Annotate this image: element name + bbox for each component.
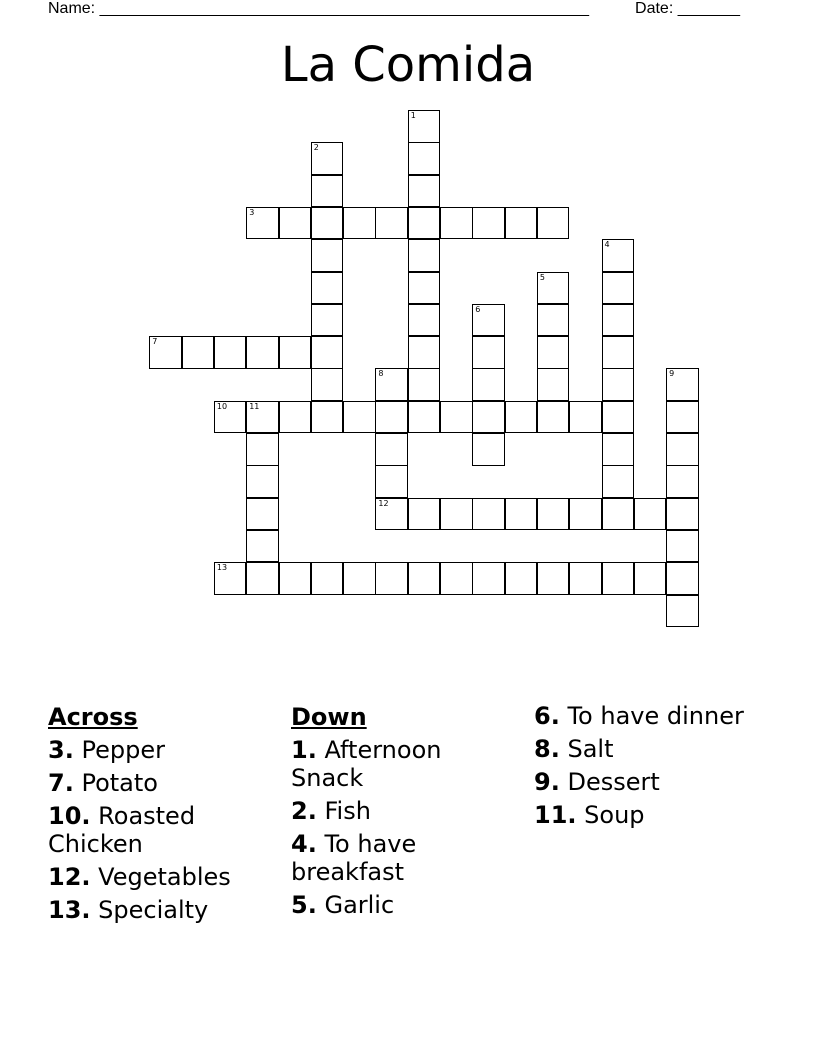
grid-cell[interactable] <box>408 562 441 595</box>
clue-text: Fish <box>324 797 371 825</box>
cell-number: 10 <box>216 401 228 411</box>
clue-text: Pepper <box>81 736 165 764</box>
clue-across-3 <box>48 736 278 764</box>
clue-down-11 <box>534 801 764 829</box>
grid-cell[interactable] <box>408 142 441 175</box>
grid-cell[interactable] <box>214 401 247 434</box>
grid-cell[interactable] <box>472 401 505 434</box>
grid-cell[interactable] <box>602 368 635 401</box>
grid-cell[interactable] <box>408 272 441 305</box>
grid-cell[interactable] <box>311 336 344 369</box>
clue-across-7 <box>48 769 278 797</box>
cell-number: 2 <box>313 143 319 153</box>
grid-cell[interactable] <box>375 562 408 595</box>
cell-number: 5 <box>539 272 545 282</box>
grid-cell[interactable] <box>569 401 602 434</box>
grid-cell[interactable] <box>408 239 441 272</box>
grid-cell[interactable] <box>246 336 279 369</box>
clue-number: 6. <box>534 702 560 730</box>
clue-down-9 <box>534 768 764 796</box>
grid-cell[interactable] <box>311 175 344 208</box>
grid-cell[interactable] <box>472 336 505 369</box>
clue-number: 4. <box>291 830 317 858</box>
grid-cell[interactable] <box>343 562 376 595</box>
clue-number: 1. <box>291 736 317 764</box>
grid-cell[interactable] <box>537 304 570 337</box>
grid-cell[interactable] <box>666 368 699 401</box>
clue-number: 13. <box>48 896 91 924</box>
grid-cell[interactable] <box>602 433 635 466</box>
grid-cell[interactable] <box>472 433 505 466</box>
clue-number: 7. <box>48 769 74 797</box>
clue-text: Vegetables <box>98 863 231 891</box>
name-field[interactable]: Name: _______________________________________________________ <box>48 0 589 17</box>
grid-cell[interactable] <box>279 207 312 240</box>
grid-cell[interactable] <box>472 562 505 595</box>
grid-cell[interactable] <box>569 562 602 595</box>
cell-number: 9 <box>669 369 675 379</box>
grid-cell[interactable] <box>246 562 279 595</box>
clue-text: Potato <box>81 769 158 797</box>
grid-cell[interactable] <box>408 336 441 369</box>
clue-across-13 <box>48 896 278 924</box>
grid-cell[interactable] <box>537 368 570 401</box>
grid-cell[interactable] <box>214 336 247 369</box>
grid-cell[interactable] <box>602 336 635 369</box>
clue-down-6 <box>534 702 764 730</box>
clue-number: 9. <box>534 768 560 796</box>
cell-number: 11 <box>249 401 260 411</box>
grid-cell[interactable] <box>279 336 312 369</box>
down-clues <box>291 702 521 924</box>
grid-cell[interactable] <box>666 401 699 434</box>
grid-cell[interactable] <box>602 498 635 531</box>
clue-text: Soup <box>584 801 645 829</box>
cell-number: 13 <box>216 563 228 573</box>
grid-cell[interactable] <box>246 530 279 563</box>
grid-cell[interactable] <box>537 498 570 531</box>
grid-cell[interactable] <box>537 401 570 434</box>
clue-number: 5. <box>291 891 317 919</box>
grid-cell[interactable] <box>408 207 441 240</box>
grid-cell[interactable] <box>472 368 505 401</box>
down-clues-continued <box>534 702 764 834</box>
grid-cell[interactable] <box>602 304 635 337</box>
grid-cell[interactable] <box>472 304 505 337</box>
grid-cell[interactable] <box>569 498 602 531</box>
grid-cell[interactable] <box>440 401 473 434</box>
clue-number: 2. <box>291 797 317 825</box>
grid-cell[interactable] <box>472 207 505 240</box>
date-field[interactable]: Date: _______ <box>635 0 740 17</box>
grid-cell[interactable] <box>375 401 408 434</box>
grid-cell[interactable] <box>246 207 279 240</box>
cell-number: 1 <box>410 111 416 120</box>
grid-cell[interactable] <box>408 175 441 208</box>
grid-cell[interactable] <box>408 110 441 143</box>
clue-number: 3. <box>48 736 74 764</box>
grid-cell[interactable] <box>666 498 699 531</box>
grid-cell[interactable] <box>408 401 441 434</box>
grid-cell[interactable] <box>246 498 279 531</box>
grid-cell[interactable] <box>311 304 344 337</box>
grid-cell[interactable] <box>602 401 635 434</box>
grid-cell[interactable] <box>246 401 279 434</box>
grid-cell[interactable] <box>666 465 699 498</box>
clue-across-12 <box>48 863 278 891</box>
clue-down-5 <box>291 891 521 919</box>
grid-cell[interactable] <box>634 562 667 595</box>
grid-cell[interactable] <box>375 498 408 531</box>
cell-number: 8 <box>378 369 384 379</box>
cell-number: 12 <box>378 498 389 508</box>
grid-cell[interactable] <box>375 368 408 401</box>
worksheet-header <box>48 0 740 20</box>
grid-cell[interactable] <box>375 465 408 498</box>
grid-cell[interactable] <box>666 433 699 466</box>
grid-cell[interactable] <box>311 239 344 272</box>
clue-number: 12. <box>48 863 91 891</box>
cell-number: 3 <box>249 207 255 217</box>
grid-cell[interactable] <box>440 498 473 531</box>
grid-cell[interactable] <box>537 336 570 369</box>
grid-cell[interactable] <box>505 498 538 531</box>
grid-cell[interactable] <box>602 562 635 595</box>
grid-cell[interactable] <box>246 465 279 498</box>
clue-down-4 <box>291 830 521 886</box>
cell-number: 4 <box>604 240 610 250</box>
grid-cell[interactable] <box>375 433 408 466</box>
grid-cell[interactable] <box>343 401 376 434</box>
grid-cell[interactable] <box>408 304 441 337</box>
grid-cell[interactable] <box>602 272 635 305</box>
grid-cell[interactable] <box>311 562 344 595</box>
cell-number: 7 <box>152 337 158 347</box>
grid-cell[interactable] <box>182 336 215 369</box>
clue-text: Specialty <box>98 896 209 924</box>
grid-cell[interactable] <box>666 595 699 628</box>
grid-cell[interactable] <box>408 498 441 531</box>
clue-down-2 <box>291 797 521 825</box>
grid-cell[interactable] <box>602 465 635 498</box>
grid-cell[interactable] <box>311 272 344 305</box>
grid-cell[interactable] <box>279 562 312 595</box>
grid-cell[interactable] <box>537 272 570 305</box>
clue-text: Garlic <box>324 891 395 919</box>
grid-cell[interactable] <box>537 562 570 595</box>
across-heading: Across <box>48 703 138 731</box>
grid-cell[interactable] <box>375 207 408 240</box>
grid-cell[interactable] <box>440 562 473 595</box>
grid-cell[interactable] <box>279 401 312 434</box>
grid-cell[interactable] <box>214 562 247 595</box>
grid-cell[interactable] <box>149 336 182 369</box>
clue-text: To have breakfast <box>291 830 417 886</box>
grid-cell[interactable] <box>602 239 635 272</box>
grid-cell[interactable] <box>505 401 538 434</box>
grid-cell[interactable] <box>246 433 279 466</box>
clue-down-1 <box>291 736 521 792</box>
cell-number: 6 <box>475 304 481 314</box>
puzzle-title: La Comida <box>280 37 536 93</box>
grid-cell[interactable] <box>311 207 344 240</box>
clue-text: Salt <box>567 735 614 763</box>
grid-cell[interactable] <box>408 368 441 401</box>
grid-cell[interactable] <box>634 498 667 531</box>
grid-cell[interactable] <box>311 368 344 401</box>
clue-number: 11. <box>534 801 577 829</box>
grid-cell[interactable] <box>537 207 570 240</box>
clue-text: Dessert <box>567 768 660 796</box>
clue-number: 8. <box>534 735 560 763</box>
grid-cell[interactable] <box>666 530 699 563</box>
clue-text: Roasted Chicken <box>48 802 196 858</box>
grid-cell[interactable] <box>343 207 376 240</box>
grid-cell[interactable] <box>311 142 344 175</box>
clue-text: To have dinner <box>567 702 744 730</box>
across-clues <box>48 702 278 929</box>
grid-cell[interactable] <box>311 401 344 434</box>
clue-down-8 <box>534 735 764 763</box>
down-heading: Down <box>291 703 367 731</box>
grid-cell[interactable] <box>666 562 699 595</box>
clue-across-10 <box>48 802 278 858</box>
grid-cell[interactable] <box>505 562 538 595</box>
clue-text: Afternoon Snack <box>291 736 442 792</box>
grid-cell[interactable] <box>505 207 538 240</box>
grid-cell[interactable] <box>440 207 473 240</box>
clue-number: 10. <box>48 802 91 830</box>
grid-cell[interactable] <box>472 498 505 531</box>
